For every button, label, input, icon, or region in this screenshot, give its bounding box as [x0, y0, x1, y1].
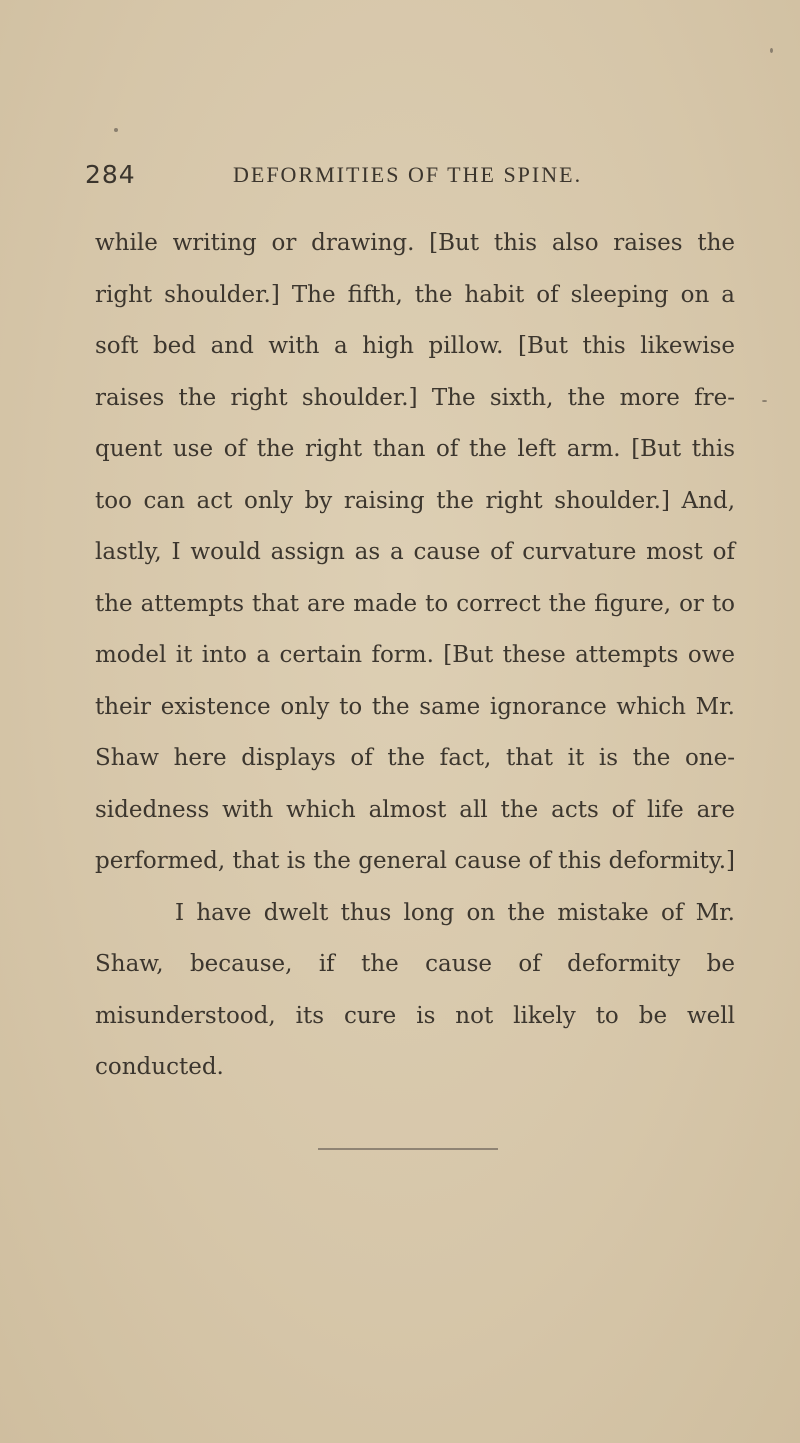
paragraph-1: while writing or drawing. [But this also raises the right shoulder.] The fifth, the habit of sleeping on a soft bed and with a high pillow. [But this likewise raises the right shoulder.] The sixth, the more fre-quent use of the right than of the left arm. [But this too can act only by raising the right shoulder.] And, lastly, I would assign as a cause of curvature most of the attempts that are made to correct the figure, or to model it into a certain form. [But these attempts owe their existence only to the same ignorance which Mr. Shaw here displays of the fact, that it is the one-sidedness with which almost all the acts of life are performed, that is the general cause of this deformity.]: [95, 230, 736, 874]
end-rule: [318, 1148, 498, 1150]
page-header: [85, 160, 735, 196]
paper-speck: [770, 48, 773, 53]
running-title: DEFORMITIES OF THE SPINE.: [233, 162, 583, 187]
body-text: [95, 218, 735, 1094]
paper-speck: [762, 400, 767, 402]
paragraph-2: I have dwelt thus long on the mistake of Mr. Shaw, because, if the cause of deformity be misunderstood, its cure is not likely to be well conducted.: [95, 899, 735, 1080]
page-number: 284: [85, 160, 136, 189]
paper-speck: [114, 128, 118, 132]
